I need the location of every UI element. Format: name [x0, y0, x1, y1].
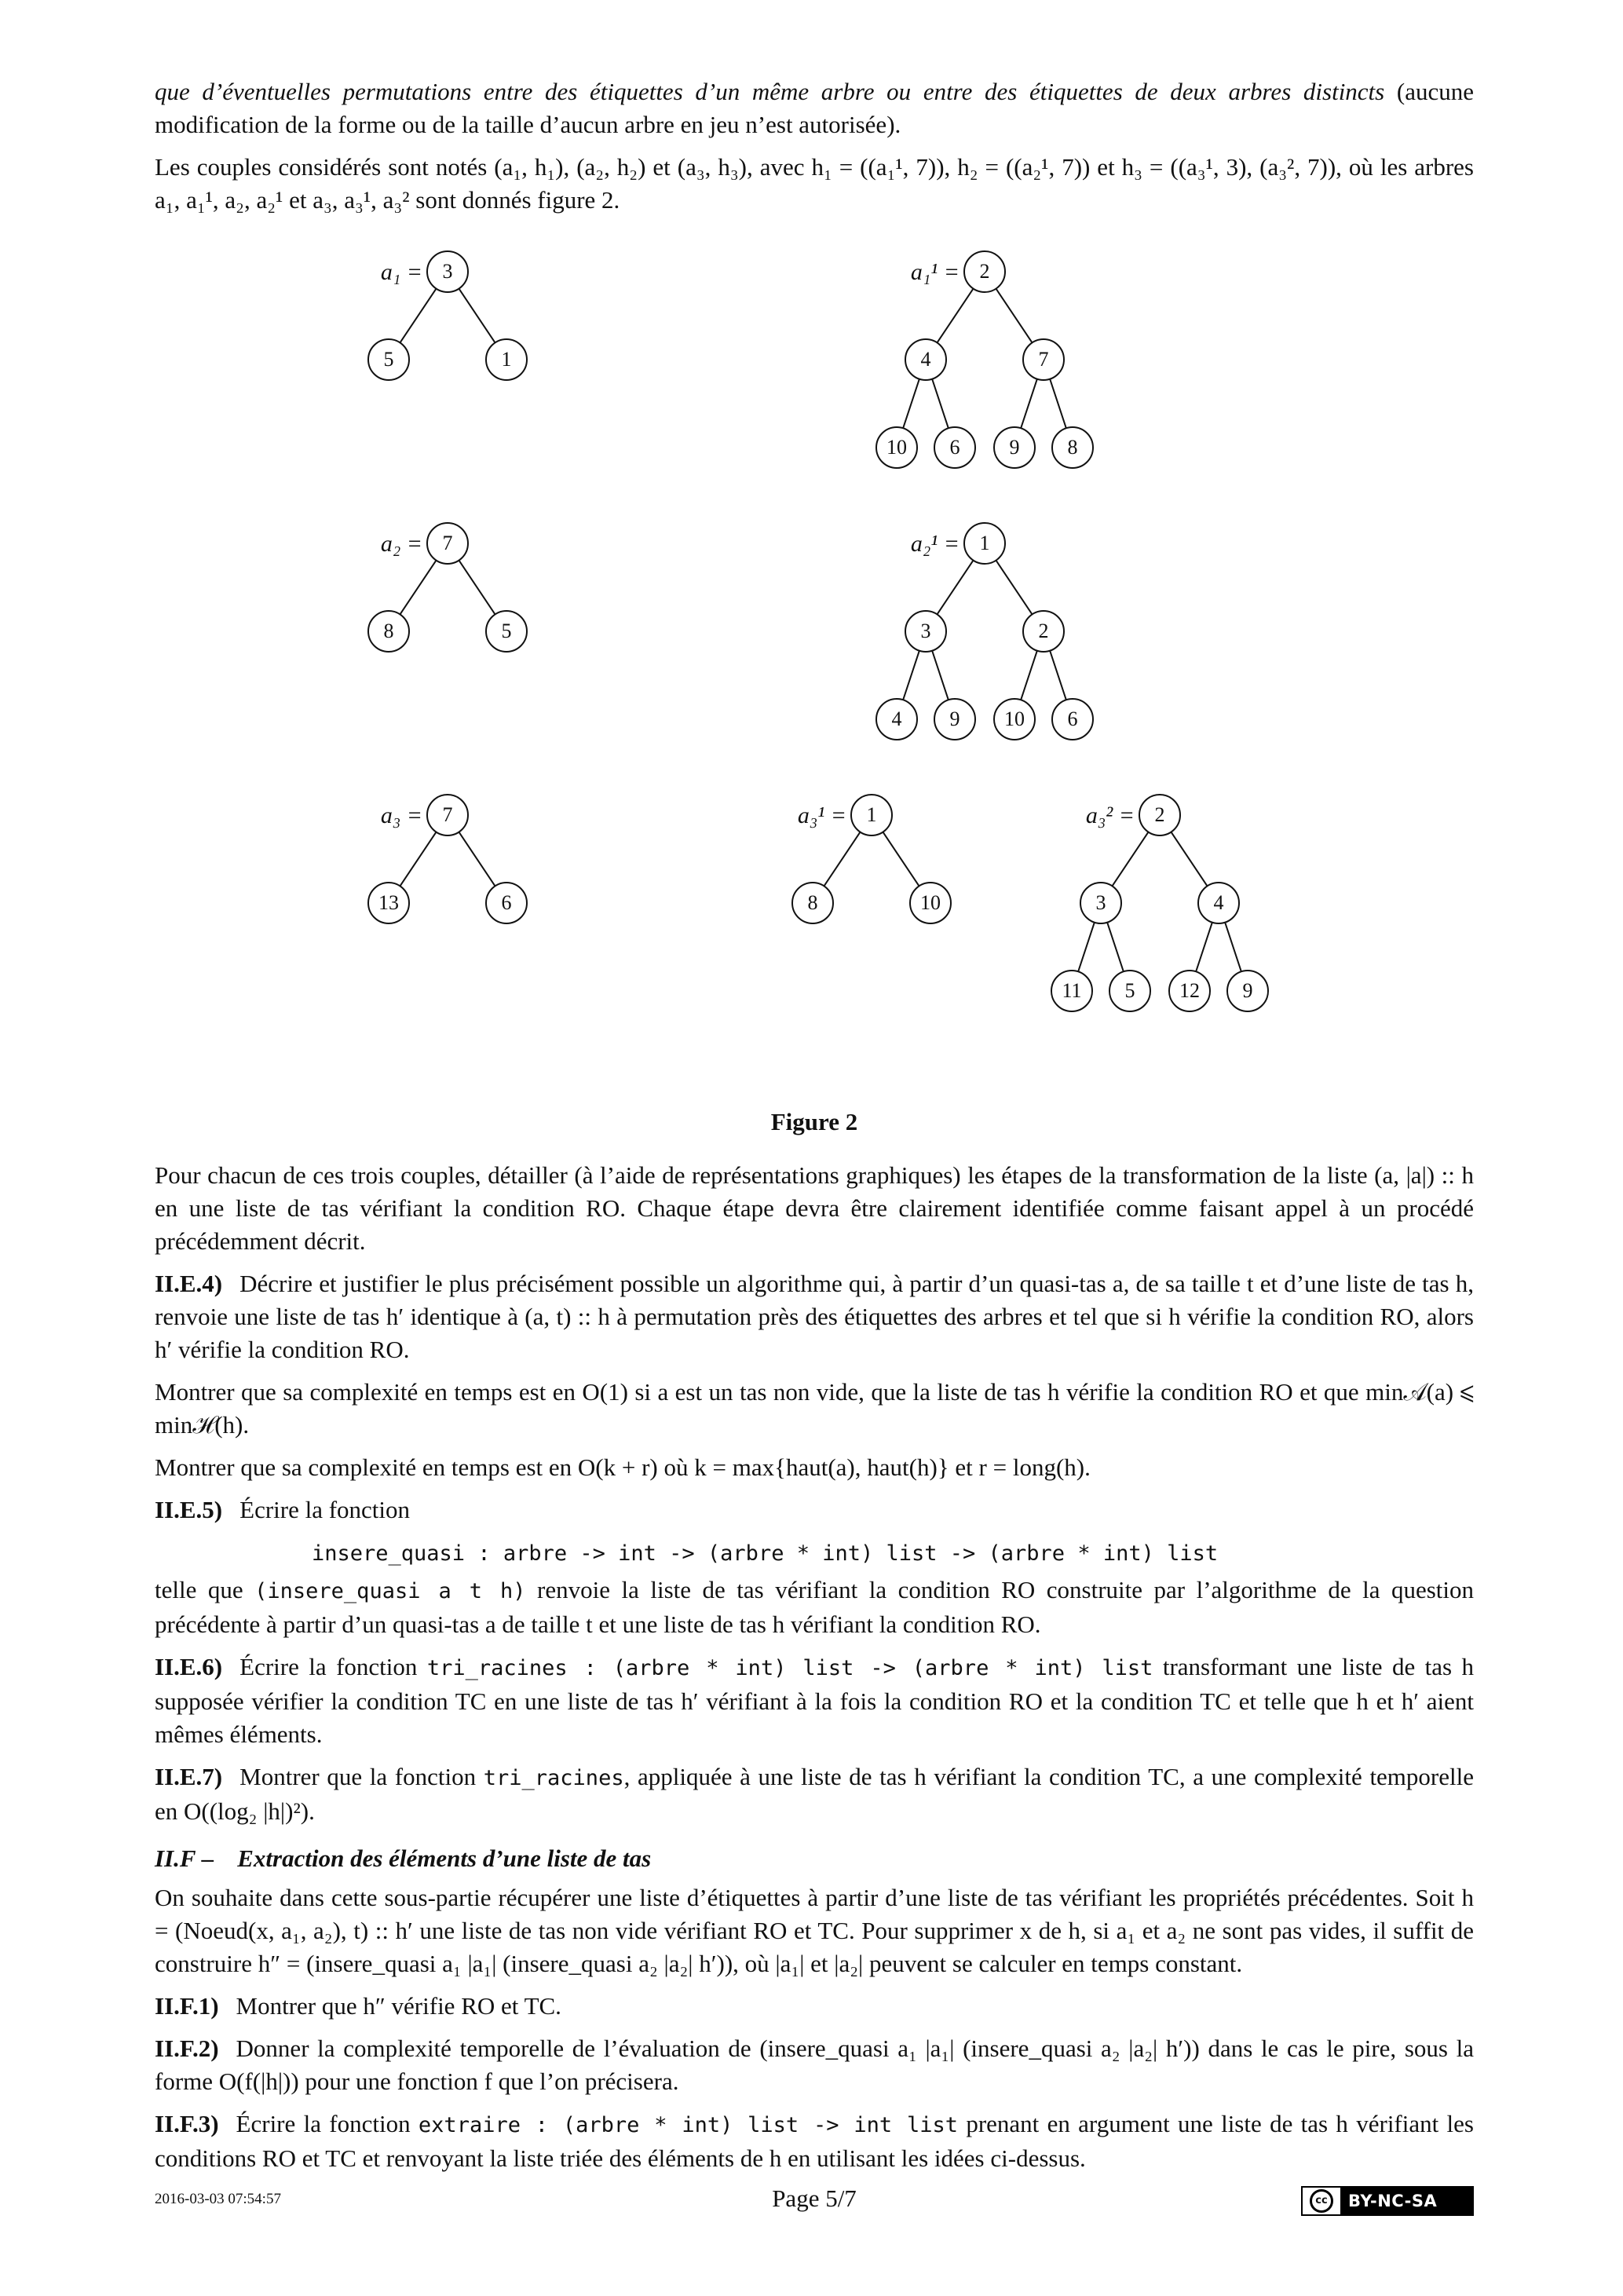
- tree-edge: [400, 561, 436, 615]
- tree-name-label: a₁¹ =: [910, 259, 960, 285]
- section-heading: [155, 1842, 1474, 1875]
- question-number: II.E.6): [155, 1653, 223, 1680]
- creative-commons-icon: [1303, 2188, 1340, 2214]
- text-span: renvoie la liste de tas vérifiant la condition RO construite par l’algorithme de la question précédente à partir d’un quasi-tas a de taille t et une liste de tas h vérifiant la condition RO.: [155, 1576, 1475, 1638]
- tree-edge: [400, 289, 436, 343]
- question-e6: [155, 1651, 1474, 1751]
- question-text: Donner la complexité temporelle de l’évaluation de (insere_quasi a₁ |a₁| (insere_quasi a₂ |a₂| h′)) dans le cas le pire, sous la forme O(f(|h|)) pour une fonction f que l’on précisera.: [155, 2035, 1474, 2095]
- node-label: 1: [501, 348, 512, 371]
- tree-edge: [903, 651, 919, 700]
- tree-edge: [932, 379, 949, 429]
- node-label: 2: [1154, 803, 1165, 826]
- tree-edge: [459, 289, 495, 343]
- code-text: tri_racines: [483, 1766, 624, 1790]
- question-f1: [155, 1990, 1474, 2023]
- question-text: Écrire la fonction: [239, 1653, 418, 1680]
- tree-edge: [400, 832, 436, 887]
- node-label: 12: [1179, 979, 1200, 1002]
- node-label: 6: [1067, 707, 1078, 730]
- cc-glyph: cc: [1310, 2189, 1333, 2213]
- node-label: 1: [866, 803, 877, 826]
- question-text: Écrire la fonction: [236, 2110, 411, 2137]
- section-number: II.F –: [155, 1844, 214, 1872]
- complexity-o1-paragraph: Montrer que sa complexité en temps est en O(1) si a est un tas non vide, que la liste de tas h vérifie la condition RO et que min𝒜(a) ⩽ minℋ(h).: [155, 1378, 1474, 1439]
- question-text: Montrer que h″ vérifie RO et TC.: [236, 1992, 561, 2020]
- section-intro-paragraph: On souhaite dans cette sous-partie récupérer une liste d’étiquettes à partir d’une liste de tas vérifiant les propriétés précédentes. Soit h = (Noeud(x, a₁, a₂), t) :: h′ une liste de tas non vide vérifiant RO et TC. Pour supprimer x de h, si a₁ et a₂ ne sont pas vides, il suffit de construire h″ = (insere_quasi a₁ |a₁| (insere_quasi a₂ |a₂| h′)), où |a₁| et |a₂| peuvent se calculer en temps constant.: [155, 1884, 1474, 1977]
- page-content: [155, 75, 1474, 2184]
- code-text: insere_quasi : arbre -> int -> (arbre * int) list -> (arbre * int) list: [312, 1541, 1219, 1566]
- question-text: Écrire la fonction: [239, 1496, 411, 1523]
- question-number: II.E.5): [155, 1496, 223, 1523]
- question-f3: [155, 2108, 1474, 2175]
- node-label: 3: [920, 620, 931, 642]
- tree-edge: [996, 561, 1032, 615]
- page-number: Page 5/7: [772, 2184, 857, 2212]
- tree-edge: [903, 379, 919, 429]
- detail-paragraph: Pour chacun de ces trois couples, détailler (à l’aide de représentations graphiques) les étapes de la transformation de la liste (a, |a|) :: h en une liste de tas vérifiant la condition RO. Chaque étape devra être clairement identifiée comme faisant appel à un procédé précédemment décrit.: [155, 1161, 1474, 1255]
- question-text: prenant en argument une liste de tas h vérifiant les conditions RO et TC et renvoyant la liste triée des éléments de h en utilisant les idées ci-dessus.: [155, 2110, 1474, 2172]
- node-label: 2: [1038, 620, 1049, 642]
- node-label: 7: [442, 803, 453, 826]
- node-label: 4: [920, 348, 931, 371]
- tree-edge: [459, 561, 495, 615]
- code-signature: [155, 1536, 1474, 1570]
- question-number: II.F.3): [155, 2110, 219, 2137]
- tree-name-label: a₂ =: [380, 531, 422, 557]
- node-label: 11: [1062, 979, 1082, 1002]
- figure-2: [155, 229, 1474, 1101]
- question-text: transformant une liste de tas h supposée vérifier la condition TC en une liste de tas h′ vérifiant à la fois la condition RO et la condition TC et telle que h et h′ aient mêmes éléments.: [155, 1653, 1475, 1748]
- node-label: 9: [949, 707, 960, 730]
- intro-tail-text: (aucune modification de la forme ou de la taille d’aucun arbre en jeu n’est autorisée).: [155, 78, 1474, 138]
- node-label: 7: [442, 532, 453, 554]
- tree-edge: [1021, 651, 1037, 700]
- tree-edge: [937, 289, 973, 343]
- question-text: Décrire et justifier le plus précisément possible un algorithme qui, à partir d’un quasi-tas a, de sa taille t et d’une liste de tas h, renvoie une liste de tas h′ identique à (a, t) :: h à permutation près des étiquettes des arbres et tel que si h vérifie la condition RO, alors h′ vérifie la condition RO.: [155, 1270, 1474, 1363]
- tree-edge: [1021, 379, 1037, 429]
- text-span: telle que: [155, 1576, 243, 1603]
- node-label: 8: [1067, 436, 1078, 459]
- tree-edge: [824, 832, 860, 887]
- node-label: 9: [1242, 979, 1253, 1002]
- tree-name-label: a₃¹ =: [797, 803, 846, 828]
- tree-edge: [932, 651, 949, 700]
- question-e7: [155, 1760, 1474, 1828]
- question-number: II.F.1): [155, 1992, 219, 2020]
- question-text: Montrer que la fonction: [239, 1763, 477, 1790]
- tree-edge: [1196, 923, 1212, 972]
- tree-edge: [1050, 379, 1066, 429]
- tree-edge: [1107, 923, 1124, 972]
- node-label: 6: [501, 891, 512, 914]
- intro-paragraph-2: Les couples considérés sont notés (a₁, h₁), (a₂, h₂) et (a₃, h₃), avec h₁ = ((a₁¹, 7)), h₂ = ((a₂¹, 7)) et h₃ = ((a₃¹, 3), (a₃², 7)), où les arbres a₁, a₁¹, a₂, a₂¹ et a₃, a₃¹, a₃² sont donnés figure 2.: [155, 153, 1474, 214]
- intro-paragraph-1: [155, 75, 1474, 141]
- question-number: II.F.2): [155, 2035, 219, 2062]
- node-label: 6: [949, 436, 960, 459]
- tree-edge: [1050, 651, 1066, 700]
- node-label: 9: [1009, 436, 1020, 459]
- intro-italic-text: que d’éventuelles permutations entre des étiquettes d’un même arbre ou entre des étiquettes de deux arbres distincts: [155, 78, 1385, 105]
- node-label: 8: [807, 891, 818, 914]
- node-label: 5: [383, 348, 394, 371]
- section-title: Extraction des éléments d’une liste de tas: [237, 1844, 652, 1872]
- node-label: 2: [979, 260, 990, 283]
- tree-edge: [996, 289, 1032, 343]
- tree-edge: [1112, 832, 1148, 887]
- complexity-okr-paragraph: Montrer que sa complexité en temps est en O(k + r) où k = max{haut(a), haut(h)} et r = long(h).: [155, 1453, 1091, 1481]
- code-text: tri_racines : (arbre * int) list -> (arbre * int) list: [426, 1656, 1153, 1680]
- code-text: extraire : (arbre * int) list -> int list: [418, 2113, 958, 2137]
- page-footer: [155, 2184, 1474, 2216]
- node-label: 1: [979, 532, 990, 554]
- node-label: 8: [383, 620, 394, 642]
- node-label: 4: [1213, 891, 1224, 914]
- tree-edge: [1171, 832, 1207, 887]
- node-label: 3: [442, 260, 453, 283]
- question-text: , appliquée à une liste de tas h vérifiant la condition TC, a une complexité temporelle en O((log₂ |h|)²).: [155, 1763, 1474, 1825]
- license-badge: [1301, 2186, 1474, 2216]
- question-e4: [155, 1267, 1474, 1366]
- tree-edge: [1225, 923, 1241, 972]
- license-text: BY-NC-SA: [1348, 2192, 1438, 2210]
- node-label: 13: [378, 891, 399, 914]
- tree-edge: [1078, 923, 1095, 972]
- node-label: 4: [891, 707, 902, 730]
- node-label: 3: [1095, 891, 1106, 914]
- tree-name-label: a₁ =: [380, 259, 422, 285]
- figure-caption: Figure 2: [770, 1108, 858, 1135]
- node-label: 10: [1004, 707, 1025, 730]
- timestamp: 2016-03-03 07:54:57: [155, 2191, 281, 2207]
- tree-edge: [883, 832, 919, 887]
- node-label: 10: [886, 436, 907, 459]
- tree-name-label: a₃ =: [380, 803, 422, 828]
- question-number: II.E.4): [155, 1270, 223, 1297]
- question-e5: [155, 1493, 1474, 1526]
- tree-name-label: a₂¹ =: [910, 531, 960, 557]
- node-label: 5: [501, 620, 512, 642]
- question-number: II.E.7): [155, 1763, 223, 1790]
- trees-diagram: [155, 229, 1474, 1101]
- question-f2: [155, 2032, 1474, 2098]
- tree-edge: [937, 561, 973, 615]
- tree-name-label: a₃² =: [1085, 803, 1135, 828]
- e5-description: [155, 1574, 1474, 1641]
- tree-edge: [459, 832, 495, 887]
- node-label: 7: [1038, 348, 1049, 371]
- node-label: 10: [920, 891, 941, 914]
- node-label: 5: [1124, 979, 1135, 1002]
- code-text: (insere_quasi a t h): [254, 1579, 526, 1603]
